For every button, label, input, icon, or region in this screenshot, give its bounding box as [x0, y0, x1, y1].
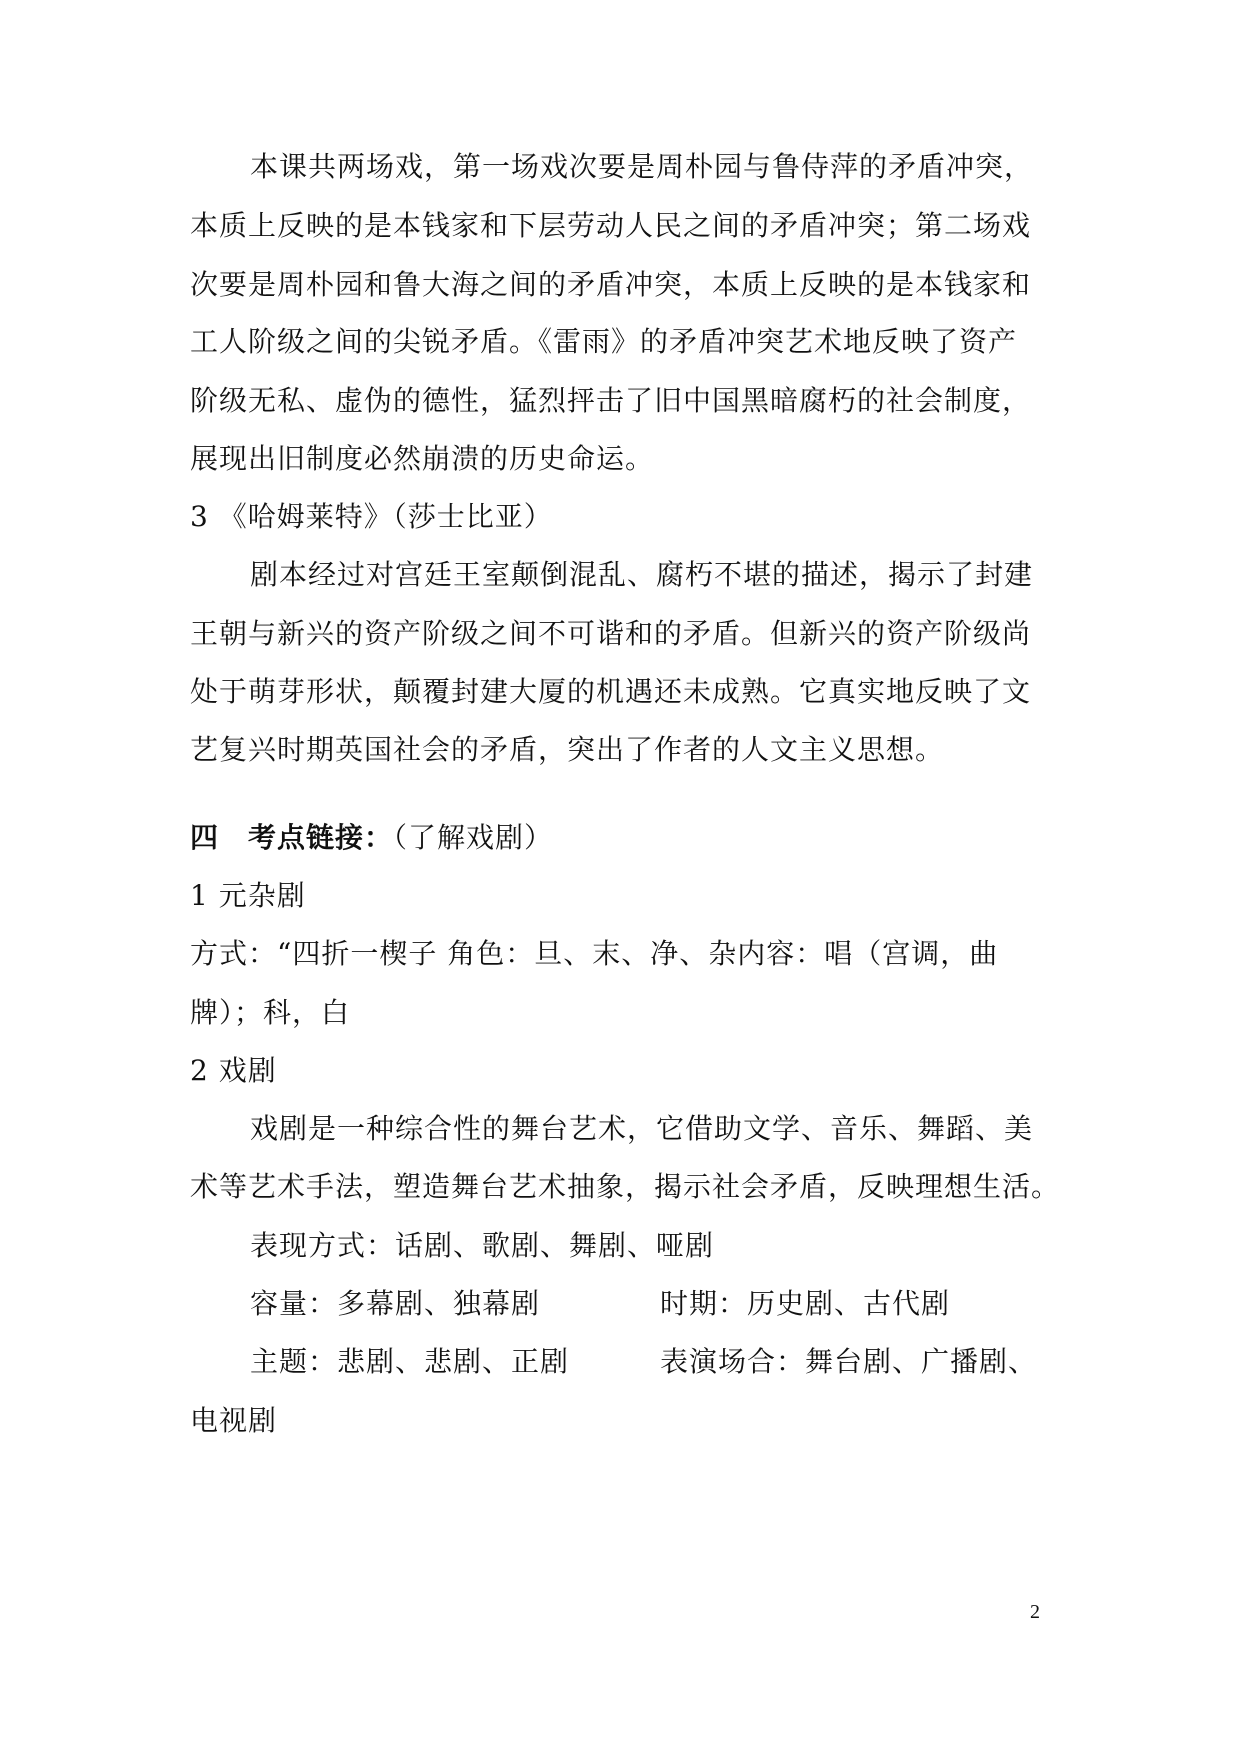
theme-text: 主题：悲剧、悲剧、正剧 [250, 1345, 570, 1378]
paragraph-1-line-2: 本质上反映的是本钱家和下层劳动人民之间的矛盾冲突；第二场戏 [190, 209, 1032, 242]
paragraph-1-line-3: 次要是周朴园和鲁大海之间的矛盾冲突，本质上反映的是本钱家和 [190, 268, 1032, 301]
paragraph-3-line-1: 戏剧是一种综合性的舞台艺术，它借助文学、音乐、舞蹈、美 [250, 1112, 1034, 1145]
item-1-heading: 1 元杂剧 [190, 879, 306, 912]
paragraph-2-line-1: 剧本经过对宫廷王室颠倒混乱、腐朽不堪的描述，揭示了封建 [250, 558, 1034, 591]
paragraph-1-line-6: 展现出旧制度必然崩溃的历史命运。 [190, 442, 655, 475]
venue-text: 表演场合：舞台剧、广播剧、 [660, 1345, 1038, 1378]
period-text: 时期：历史剧、古代剧 [660, 1287, 951, 1320]
page-number: 2 [1030, 1601, 1040, 1623]
capacity-period-line [250, 1284, 1070, 1324]
theme-venue-line [250, 1342, 1070, 1382]
capacity-text: 容量：多幕剧、独幕剧 [250, 1287, 541, 1320]
heading-hamlet: 3 《哈姆莱特》（莎士比亚） [190, 500, 553, 533]
forms-line: 表现方式：话剧、歌剧、舞剧、哑剧 [250, 1229, 715, 1262]
section-4-subtitle: （了解戏剧） [393, 821, 554, 854]
paragraph-2-line-4: 艺复兴时期英国社会的矛盾，突出了作者的人文主义思想。 [190, 733, 945, 766]
paragraph-2-line-3: 处于萌芽形状，颠覆封建大厦的机遇还未成熟。它真实地反映了文 [190, 675, 1032, 708]
paragraph-2-line-2: 王朝与新兴的资产阶级之间不可谐和的矛盾。但新兴的资产阶级尚 [190, 617, 1032, 650]
paragraph-1-line-5: 阶级无私、虚伪的德性，猛烈抨击了旧中国黑暗腐朽的社会制度， [190, 384, 1032, 417]
item-2-heading: 2 戏剧 [190, 1054, 277, 1087]
venue-continuation: 电视剧 [190, 1404, 278, 1437]
paragraph-1-line-4: 工人阶级之间的尖锐矛盾。《雷雨》的矛盾冲突艺术地反映了资产 [190, 325, 1018, 358]
section-4-heading [190, 818, 1070, 858]
paragraph-3-line-2: 术等艺术手法，塑造舞台艺术抽象，揭示社会矛盾，反映理想生活。 [190, 1170, 1061, 1203]
section-4-title: 四 考点链接： [190, 821, 394, 854]
paragraph-1-line-1: 本课共两场戏，第一场戏次要是周朴园与鲁侍萍的矛盾冲突， [250, 150, 1034, 183]
item-1-line-2: 牌）；科，白 [190, 996, 351, 1029]
item-1-line-1: 方式：“四折一楔子 角色：旦、末、净、杂内容：唱（宫调，曲 [190, 937, 999, 970]
